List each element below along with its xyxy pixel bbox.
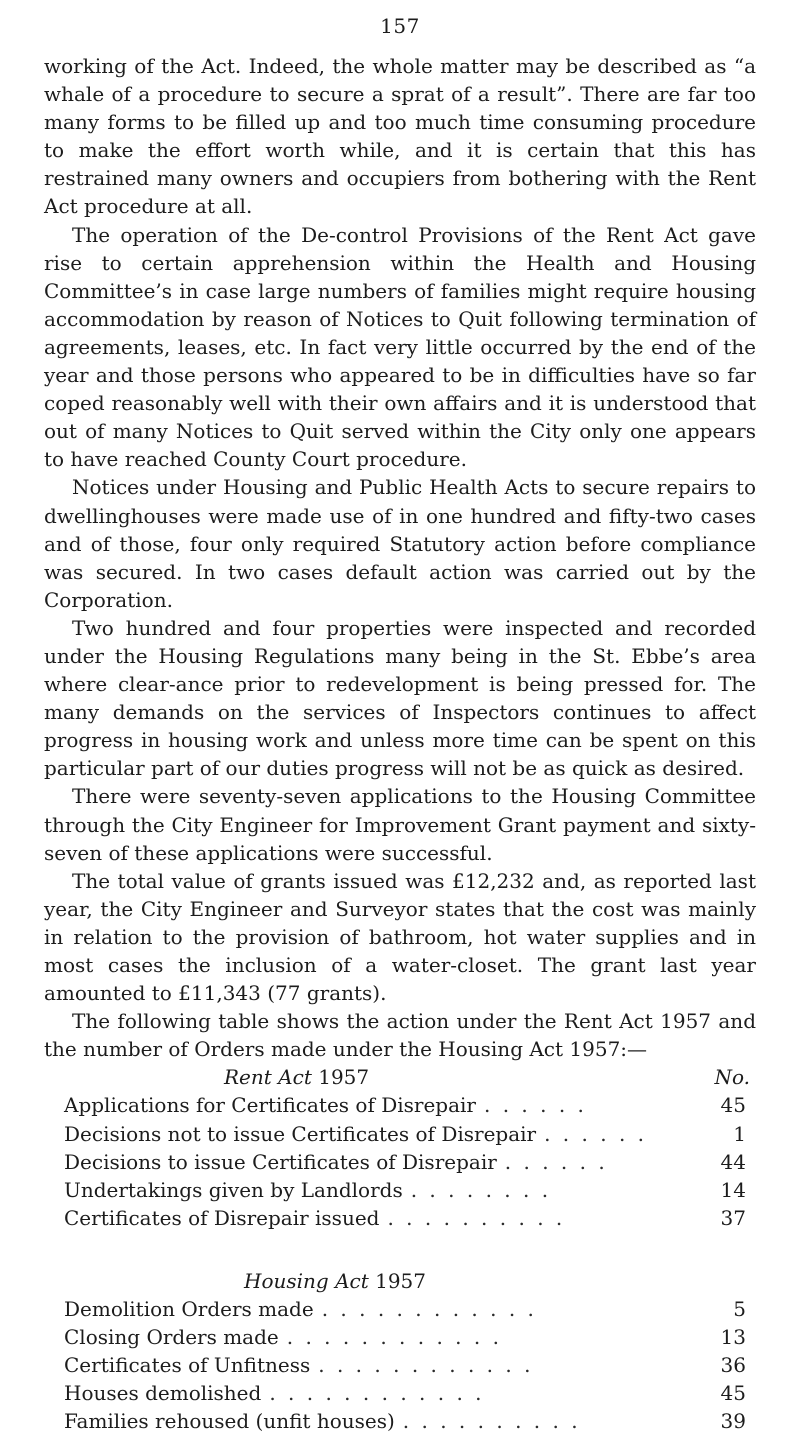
paragraph-repair-notices: Notices under Housing and Public Health Acts to secure repairs to dwellinghouses were made use of in one hundred and fifty-two cases and of those, four only required Statutory action before compliance was secured. In two cases default action was carried out by the Corporation.	[44, 475, 756, 612]
table-row: Decisions to issue Certificates of Disrepair . . . . . . 44	[64, 1149, 746, 1174]
paragraph-grant-values: The total value of grants issued was £12,232 and, as reported last year, the City Engineer and Surveyor states that the cost was mainly in relation to the provision of bathroom, hot water supplies and in most cases the inclusion of a water-closet. The grant last year amounted to £11,343 (77 grants).	[44, 868, 756, 1006]
table-spacer	[44, 1232, 756, 1267]
column-heading-number: No.	[714, 1065, 750, 1090]
table-row: Families rehoused (unfit houses) . . . . . . . . . . 39	[64, 1409, 746, 1434]
rent-act-table	[44, 1063, 756, 1232]
paragraph-improvement-grants: There were seventy-seven applications to the Housing Committee through the City Engineer for Improvement Grant payment and sixty-seven of these applications were successful.	[44, 784, 756, 865]
table-row: Certificates of Disrepair issued . . . . . . . . . . 37	[64, 1205, 746, 1230]
housing-act-table	[44, 1267, 756, 1436]
table-row: Houses demolished . . . . . . . . . . . . 45	[64, 1381, 746, 1406]
table-row: Undertakings given by Landlords . . . . . . . . 14	[64, 1177, 746, 1202]
rent-act-heading: Rent Act 1957	[224, 1065, 370, 1090]
paragraph-table-intro: The following table shows the action under the Rent Act 1957 and the number of Orders made under the Housing Act 1957:—	[44, 1009, 756, 1062]
table-row: Applications for Certificates of Disrepair . . . . . . 45	[64, 1093, 746, 1118]
table-row: Closing Orders made . . . . . . . . . . . . 13	[64, 1325, 746, 1350]
table-row: Demolition Orders made . . . . . . . . . . . . 5	[64, 1297, 746, 1322]
housing-act-heading: Housing Act 1957	[244, 1268, 427, 1293]
housing-act-heading-row	[44, 1267, 756, 1295]
table-row: Decisions not to issue Certificates of Disrepair . . . . . . 1	[64, 1121, 746, 1146]
paragraph-housing-regulations: Two hundred and four properties were inspected and recorded under the Housing Regulations many being in the St. Ebbe’s area where clear-ance prior to redevelopment is being pressed for. The many demands on the services of Inspectors continues to affect progress in housing work and unless more time can be spent on this particular part of our duties progress will not be as quick as desired.	[44, 615, 756, 781]
table-row: Certificates of Unfitness . . . . . . . . . . . . 36	[64, 1353, 746, 1378]
paragraph-decontrol-provisions: The operation of the De-control Provisions of the Rent Act gave rise to certain apprehension within the Health and Housing Committee’s in case large numbers of families might require housing accommodation by reason of Notices to Quit following termination of agreements, leases, etc. In fact very little occurred by the end of the year and those persons who appeared to be in difficulties have so far coped reasonably well with their own affairs and it is understood that out of many Notices to Quit served within the City only one appears to have reached County Court procedure.	[44, 222, 756, 472]
paragraph-act-procedure: working of the Act. Indeed, the whole matter may be described as “a whale of a procedure to secure a sprat of a result”. There are far too many forms to be filled up and too much time consuming procedure to make the effort worth while, and it is certain that this has restrained many owners and occupiers from bothering with the Rent Act procedure at all.	[44, 54, 756, 219]
rent-act-heading-row	[44, 1063, 756, 1091]
page-number: 157	[380, 14, 420, 38]
page-body	[44, 52, 756, 1436]
